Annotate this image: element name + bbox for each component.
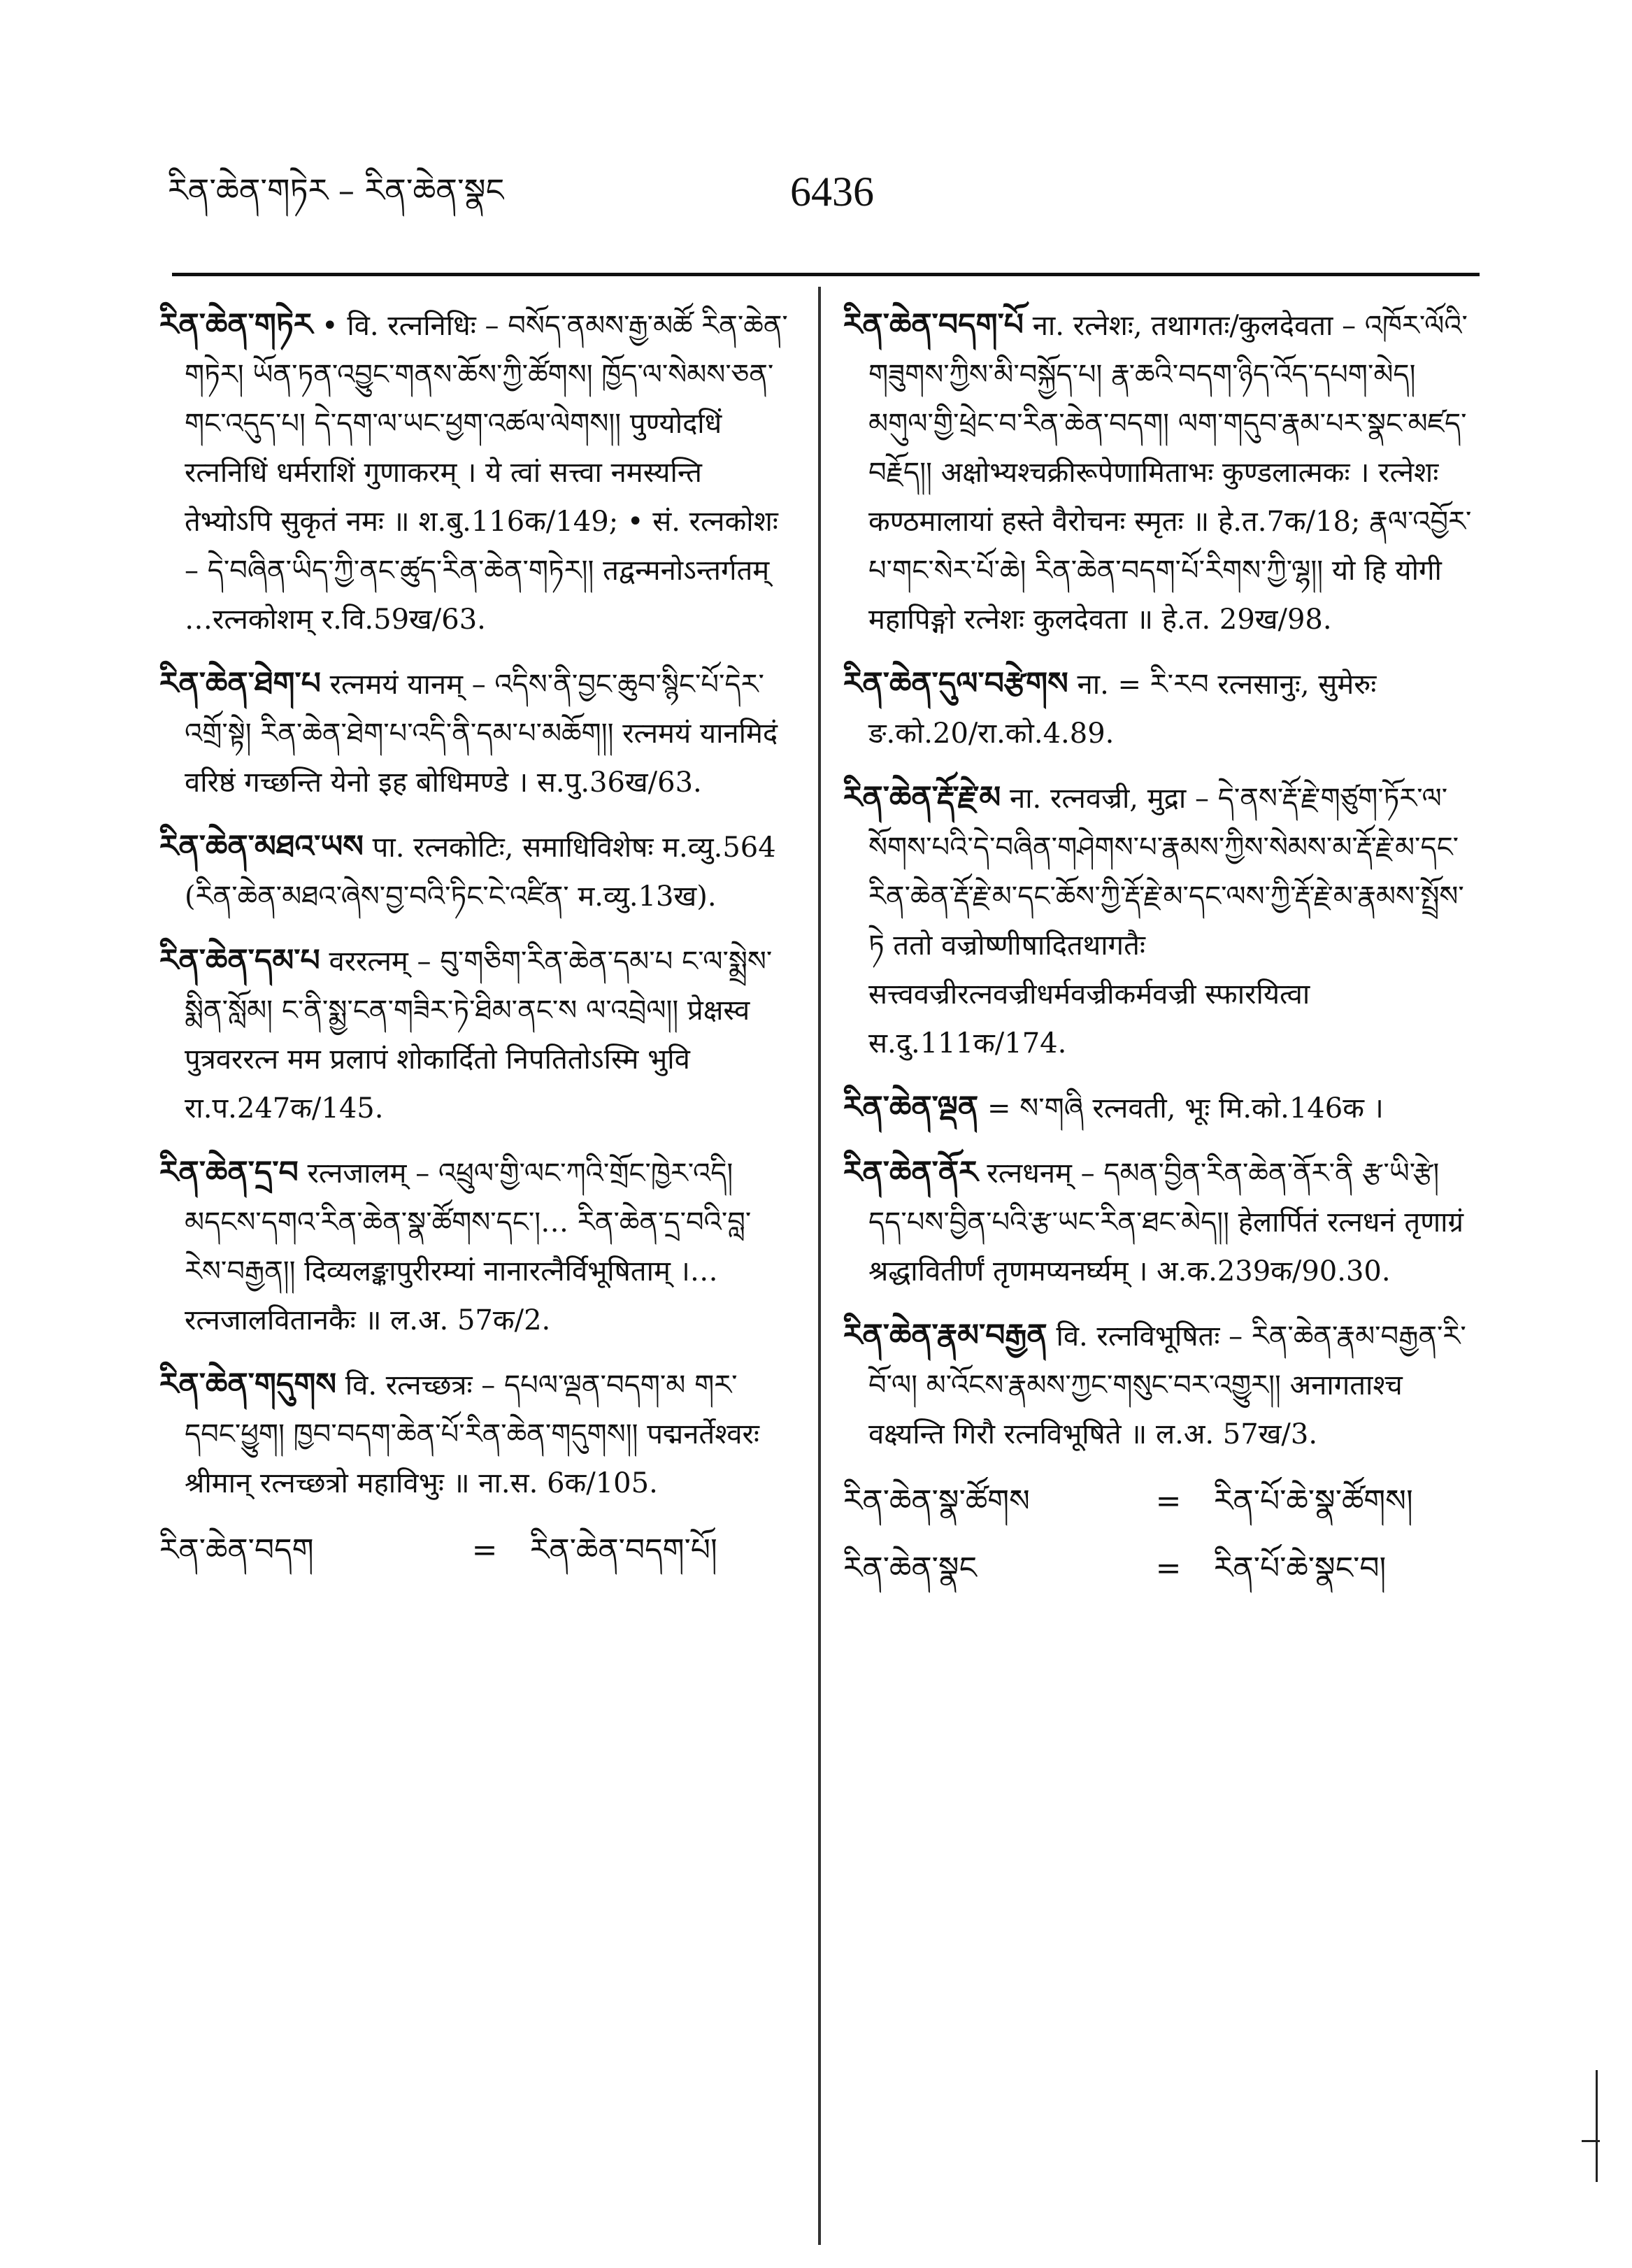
entry-body: रत्नमयं यानम् – འདིས་ནི་བྱང་ཆུབ་སྙིང་པོ་དེར་འགྲོ་སྟེ། རིན་ཆེན་ཐེག་པ་འདི་ནི་དམ་པ་མཆོག།། रत्नमयं यानमिदं वरिष्ठं गच्छन्ति येनो इह बोधिमण्डे । स.पु.36ख/63. (185, 669, 778, 799)
cross-reference-term: རིན་ཆེན་སྣ་ཚོགས (843, 1483, 1030, 1519)
entry-headword: རིན་ཆེན་རྡོ་རྗེ་མ (843, 780, 1001, 815)
dictionary-entry (159, 1148, 789, 1345)
margin-mark (1582, 2140, 1600, 2142)
entry-body: पा. रत्नकोटिः, समाधिविशेषः म.व्यु.564 (རིན་ཆེན་མཐའ་ཞེས་བྱ་བའི་ཏིང་ངེ་འཛིན་ म.व्यु.13ख). (185, 832, 776, 913)
entry-body: ना. रत्नवज्री, मुद्रा – དེ་ནས་རྡོ་རྗེ་གཙུག་ཏོར་ལ་སོགས་པའི་དེ་བཞིན་གཤེགས་པ་རྣམས་ཀྱིས་སེམས་མ་རྡོ་རྗེ་མ་དང་རིན་ཆེན་རྡོ་རྗེ་མ་དང་ཆོས་ཀྱི་རྡོ་རྗེ་མ་དང་ལས་ཀྱི་རྡོ་རྗེ་མ་རྣམས་སྤྲོས་ཏེ ततो वज्रोष्णीषादितथागतैः सत्त्ववज्रीरत्नवज्रीधर्मवज्रीकर्मवज्री स्फारयित्वा स.दु.111क/174. (868, 783, 1464, 1060)
cross-reference-term: རིན་ཆེན་བདག (159, 1532, 314, 1568)
entry-headword: རིན་ཆེན་གཏེར (159, 307, 313, 343)
cross-reference-target: རིན་ཆེན་བདག་པོ། (530, 1532, 717, 1568)
equals-sign: = (1155, 1483, 1182, 1519)
entry-body: ना. = རི་རབ रत्नसानुः, सुमेरुः ङ.को.20/रा.को.4.89. (868, 669, 1377, 750)
entry-body: • वि. रत्ननिधिः – བསོད་ནམས་རྒྱ་མཚོ རིན་ཆེན་གཏེར། ཡོན་ཏན་འབྱུང་གནས་ཆོས་ཀྱི་ཚོགས། ཁྱོད་ལ་སེམས་ཅན་གང་འདུད་པ། དེ་དག་ལ་ཡང་ཕྱག་འཚལ་ལེགས།། पुण्योदधिं रत्ननिधिं धर्मराशिं गुणाकरम् । ये त्वां सत्त्वा नमस्यन्ति तेभ्योऽपि सुकृतं नमः ॥ श.बु.116क/149; • सं. रत्नकोशः – དེ་བཞིན་ཡིད་ཀྱི་ནང་ཚུད་རིན་ཆེན་གཏེར།། तद्वन्मनोऽन्तर्गतम् …रत्नकोशम् र.वि.59ख/63. (185, 310, 788, 636)
entry-headword: རིན་ཆེན་བདག་པོ (843, 307, 1024, 343)
page-number: 6436 (790, 169, 874, 215)
entry-headword: རིན་ཆེན་དྲ་བ (159, 1155, 299, 1190)
cross-reference-term: རིན་ཆེན་སྣང (843, 1550, 978, 1586)
entry-headword: རིན་ཆེན་ཐེག་པ (159, 666, 321, 701)
entry-headword: རིན་ཆེན་ལྡན (843, 1090, 979, 1125)
cross-reference-target: རིན་པོ་ཆེ་སྣང་བ། (1214, 1550, 1387, 1586)
column-divider (818, 287, 821, 2245)
entry-body: रत्नजालम् – འཕྲུལ་གྱི་ལང་ཀའི་གྲོང་ཁྱེར་འདི། མདངས་དགའ་རིན་ཆེན་སྣ་ཚོགས་དང་།… རིན་ཆེན་དྲ་བའི་བླ་རེས་བརྒྱན།། दिव्यलङ्कापुरीरम्यां नानारत्नैर्विभूषिताम् ।…रत्नजालवितानकैः ॥ ल.अ. 57क/2. (185, 1157, 752, 1336)
entry-body: वि. रत्नच्छत्रः – དཔལ་ལྡན་བདག་མ གར་དབང་ཕྱུག། ཁྱབ་བདག་ཆེན་པོ་རིན་ཆེན་གདུགས།། पद्मनर्तेश्वरः श्रीमान् रत्नच्छत्रो महाविभुः ॥ ना.स. 6क/105. (185, 1369, 759, 1499)
entry-headword: རིན་ཆེན་གདུགས (159, 1367, 337, 1402)
entry-headword: རིན་ཆེན་དུལ་བརྩེགས (843, 666, 1068, 701)
equals-sign: = (1155, 1550, 1182, 1586)
right-column (843, 301, 1473, 1593)
margin-mark (1596, 2070, 1598, 2182)
dictionary-entry (843, 301, 1473, 644)
cross-reference (159, 1526, 789, 1575)
dictionary-entry (843, 773, 1473, 1068)
entry-body: ना. रत्नेशः, तथागतः/कुलदेवता – འཁོར་ལོའི་གཟུགས་ཀྱིས་མི་བསྐྱོད་པ། རྣ་ཆའི་བདག་ཉིད་འོད་དཔག་མེད། མགུལ་གྱི་ཕྲེང་བ་རིན་ཆེན་བདག། ལག་གདུབ་རྣམ་པར་སྣང་མཛད་བརྗོད།། अक्षोभ्यश्चक्रीरूपेणामिताभः कुण्डलात्मकः । रत्नेशः कण्ठमालायां हस्ते वैरोचनः स्मृतः ॥ हे.त.7क/18; རྣལ་འབྱོར་པ་གང་སེར་པོ་ཆེ། རིན་ཆེན་བདག་པོ་རིགས་ཀྱི་ལྷ།། यो हि योगी महापिङ्गो रत्नेशः कुलदेवता ॥ हे.त. 29ख/98. (868, 310, 1472, 636)
dictionary-entry (159, 936, 789, 1133)
entry-body: रत्नधनम् – དམན་བྱིན་རིན་ཆེན་ནོར་ནི རྩ་ཡི་རྩེ། དད་པས་བྱིན་པའི་རྩ་ཡང་རིན་ཐང་མེད།། हेलार्पितं रत्नधनं तृणाग्रं श्रद्धावितीर्णं तृणमप्यनर्घ्यम् । अ.क.239क/90.30. (868, 1157, 1464, 1288)
entry-headword: རིན་ཆེན་ནོར (843, 1155, 978, 1190)
left-column (159, 301, 789, 1575)
entry-headword: རིན་ཆེན་དམ་པ (159, 943, 320, 978)
entry-body: वि. रत्नविभूषितः – རིན་ཆེན་རྣམ་བརྒྱན་རི་བོ་ལ། མ་འོངས་རྣམས་ཀྱང་གསུང་བར་འགྱུར།། अनागताश्च वक्ष्यन्ति गिरौ रत्नविभूषिते ॥ ल.अ. 57ख/3. (868, 1320, 1466, 1450)
equals-sign: = (471, 1532, 498, 1568)
dictionary-entry (159, 659, 789, 807)
entry-headword: རིན་ཆེན་རྣམ་བརྒྱན (843, 1318, 1047, 1353)
cross-reference (843, 1544, 1473, 1593)
cross-reference-target: རིན་པོ་ཆེ་སྣ་ཚོགས། (1214, 1483, 1413, 1519)
dictionary-entry (159, 1360, 789, 1508)
dictionary-entry (159, 301, 789, 644)
dictionary-entry (843, 1148, 1473, 1296)
running-head: རིན་ཆེན་གཏེར – རིན་ཆེན་སྣང (168, 171, 505, 209)
header-rule (172, 273, 1480, 276)
entry-body: वररत्नम् – བུ་གཅིག་རིན་ཆེན་དམ་པ ང་ལ་སྨྲེས་སྨིན་སློམ། ང་ནི་སྨྱ་ངན་གཟིར་ཏེ་ཐིམ་ནང་ས ལ་འབྲེལ།། प्रेक्षस्व पुत्रवररत्न मम प्रलापं शोकार्दितो निपतितोऽस्मि भुवि रा.प.247क/145. (185, 946, 773, 1125)
dictionary-entry (843, 659, 1473, 758)
dictionary-entry (159, 822, 789, 921)
dictionary-entry (843, 1311, 1473, 1459)
dictionary-entry (843, 1083, 1473, 1133)
entry-body: = ས་གཞི रत्नवती, भूः मि.को.146क । (987, 1092, 1384, 1125)
cross-reference (843, 1477, 1473, 1526)
entry-headword: རིན་ཆེན་མཐའ་ཡས (159, 829, 364, 864)
